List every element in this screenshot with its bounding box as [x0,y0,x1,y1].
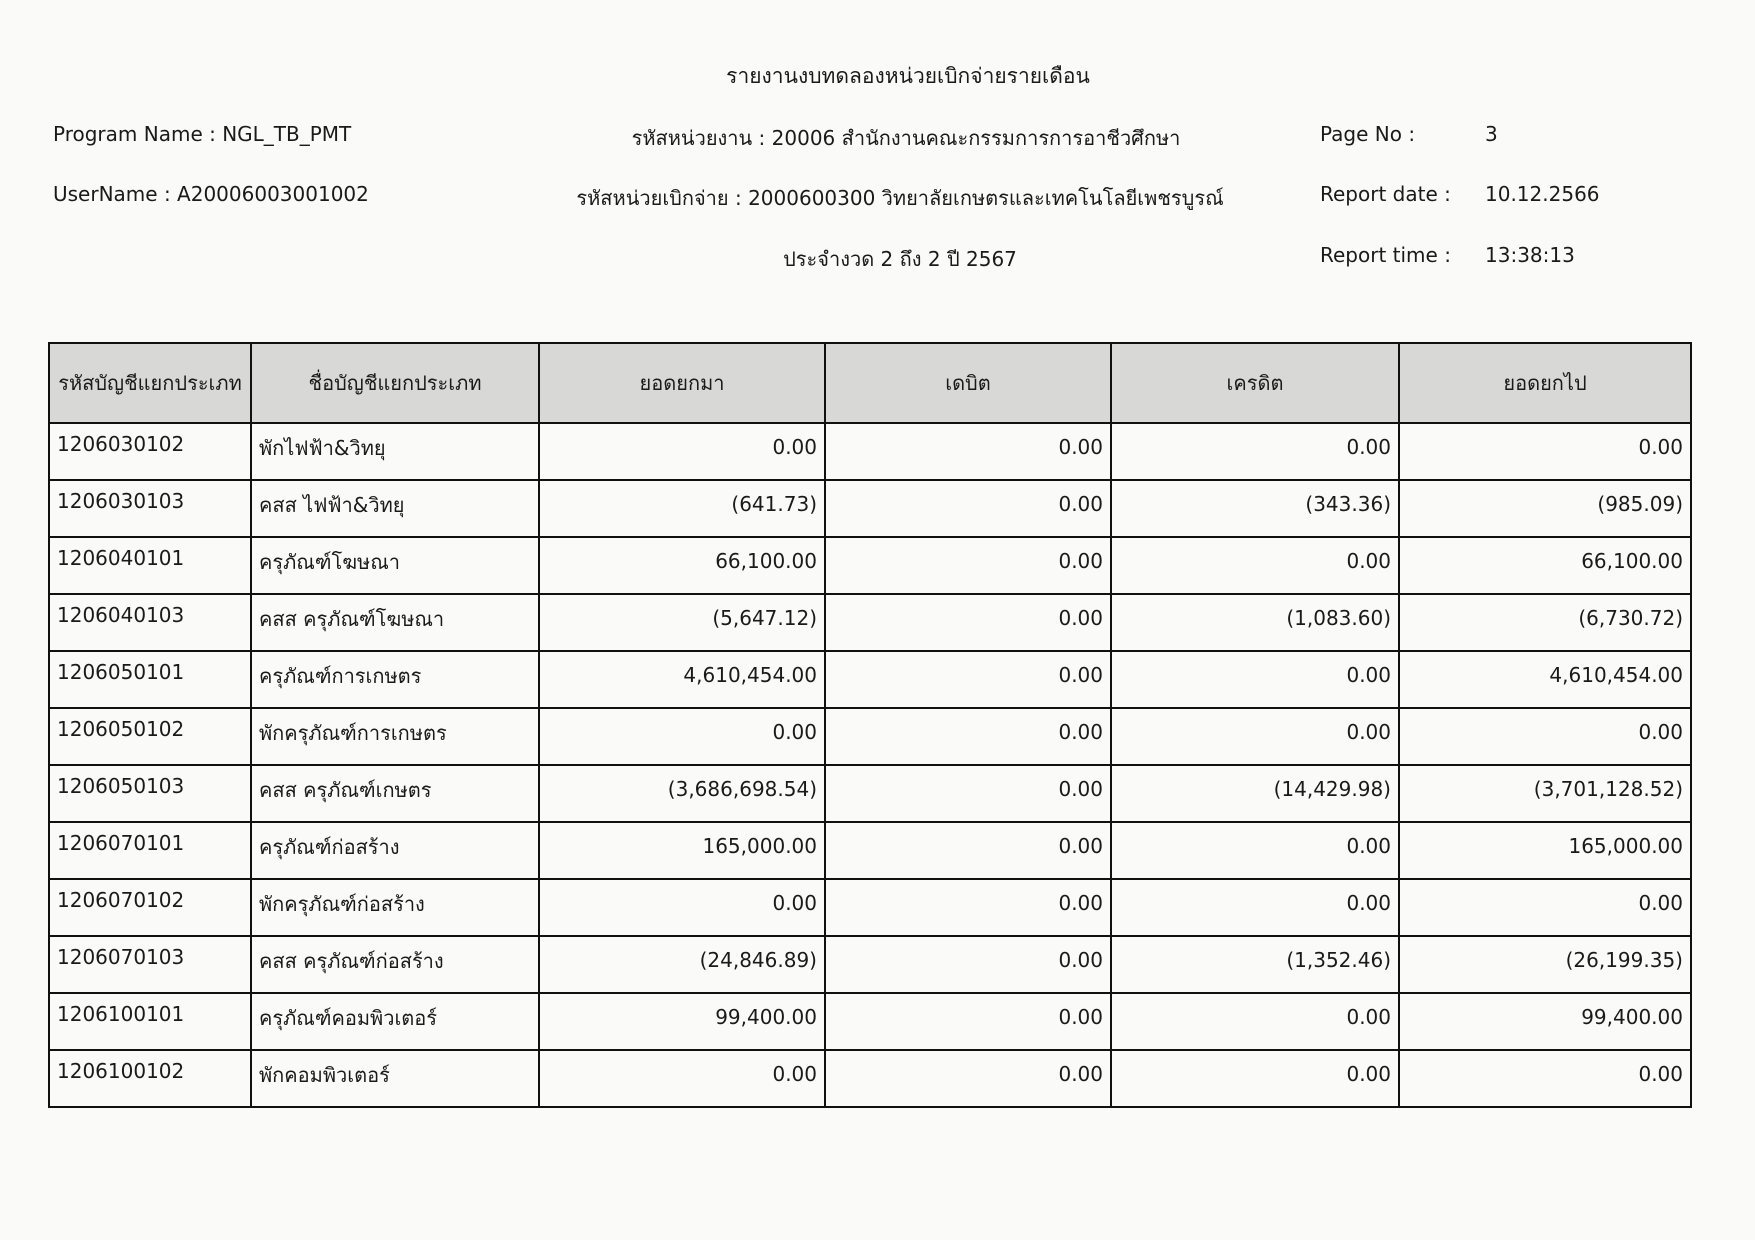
table-row [49,1050,1691,1107]
cell-closing-balance: (985.09) [1399,480,1691,537]
cell-credit: (14,429.98) [1111,765,1399,822]
cell-account-code: 1206050101 [49,651,251,708]
table-row [49,594,1691,651]
period-line: ประจำงวด 2 ถึง 2 ปี 2567 [783,247,1017,271]
report-time-label: Report time : [1320,243,1451,267]
cell-opening-balance: 0.00 [539,1050,825,1107]
table-row [49,993,1691,1050]
cell-closing-balance: 0.00 [1399,708,1691,765]
table-header-row [49,343,1691,423]
header-closing-balance: ยอดยกไป [1399,343,1691,423]
cell-credit: (1,083.60) [1111,594,1399,651]
cell-opening-balance: (3,686,698.54) [539,765,825,822]
cell-opening-balance: 0.00 [539,708,825,765]
cell-debit: 0.00 [825,594,1111,651]
page-no-value: 3 [1485,122,1498,146]
cell-account-code: 1206050103 [49,765,251,822]
header-account-code: รหัสบัญชีแยกประเภท [49,343,251,423]
cell-debit: 0.00 [825,1050,1111,1107]
cell-credit: 0.00 [1111,423,1399,480]
agency-line: รหัสหน่วยงาน : 20006 สำนักงานคณะกรรมการการอาชีวศึกษา [631,126,1181,150]
cell-account-name: คสส ครุภัณฑ์โฆษณา [251,594,539,651]
cell-debit: 0.00 [825,651,1111,708]
cell-account-code: 1206100101 [49,993,251,1050]
cell-debit: 0.00 [825,993,1111,1050]
table-row [49,480,1691,537]
table-row [49,651,1691,708]
cell-opening-balance: 66,100.00 [539,537,825,594]
cell-account-code: 1206070102 [49,879,251,936]
report-time-value: 13:38:13 [1485,243,1575,267]
cell-account-name: คสส ครุภัณฑ์เกษตร [251,765,539,822]
cell-account-code: 1206040103 [49,594,251,651]
cell-credit: (343.36) [1111,480,1399,537]
cell-account-code: 1206030103 [49,480,251,537]
table-row [49,765,1691,822]
cell-opening-balance: 165,000.00 [539,822,825,879]
cell-credit: (1,352.46) [1111,936,1399,993]
table-row [49,879,1691,936]
cell-debit: 0.00 [825,879,1111,936]
header-debit: เดบิต [825,343,1111,423]
cell-account-code: 1206070103 [49,936,251,993]
header-account-name: ชื่อบัญชีแยกประเภท [251,343,539,423]
table-row [49,822,1691,879]
program-name: Program Name : NGL_TB_PMT [53,122,352,146]
table-row [49,708,1691,765]
cell-debit: 0.00 [825,423,1111,480]
cell-closing-balance: 0.00 [1399,423,1691,480]
header-credit: เครดิต [1111,343,1399,423]
cell-closing-balance: 0.00 [1399,879,1691,936]
cell-opening-balance: 4,610,454.00 [539,651,825,708]
cell-credit: 0.00 [1111,651,1399,708]
cell-closing-balance: (3,701,128.52) [1399,765,1691,822]
cell-closing-balance: (26,199.35) [1399,936,1691,993]
cell-closing-balance: 99,400.00 [1399,993,1691,1050]
cell-account-code: 1206070101 [49,822,251,879]
cell-account-name: ครุภัณฑ์คอมพิวเตอร์ [251,993,539,1050]
cell-credit: 0.00 [1111,822,1399,879]
cell-account-code: 1206050102 [49,708,251,765]
cell-credit: 0.00 [1111,993,1399,1050]
cell-account-code: 1206040101 [49,537,251,594]
cell-credit: 0.00 [1111,879,1399,936]
table-row [49,537,1691,594]
cell-account-code: 1206100102 [49,1050,251,1107]
disbursement-unit-line: รหัสหน่วยเบิกจ่าย : 2000600300 วิทยาลัยเกษตรและเทคโนโลยีเพชรบูรณ์ [576,186,1224,210]
cell-debit: 0.00 [825,822,1111,879]
cell-account-code: 1206030102 [49,423,251,480]
cell-closing-balance: 66,100.00 [1399,537,1691,594]
cell-debit: 0.00 [825,480,1111,537]
cell-debit: 0.00 [825,936,1111,993]
cell-debit: 0.00 [825,765,1111,822]
cell-account-name: พักคอมพิวเตอร์ [251,1050,539,1107]
cell-account-name: ครุภัณฑ์ก่อสร้าง [251,822,539,879]
cell-account-name: คสส ครุภัณฑ์ก่อสร้าง [251,936,539,993]
trial-balance-table [48,342,1692,1108]
cell-credit: 0.00 [1111,537,1399,594]
cell-account-name: พักไฟฟ้า&วิทยุ [251,423,539,480]
cell-debit: 0.00 [825,537,1111,594]
username: UserName : A20006003001002 [53,182,369,206]
cell-account-name: ครุภัณฑ์การเกษตร [251,651,539,708]
cell-closing-balance: (6,730.72) [1399,594,1691,651]
cell-account-name: พักครุภัณฑ์การเกษตร [251,708,539,765]
cell-account-name: ครุภัณฑ์โฆษณา [251,537,539,594]
cell-debit: 0.00 [825,708,1111,765]
cell-opening-balance: 0.00 [539,879,825,936]
report-title: รายงานงบทดลองหน่วยเบิกจ่ายรายเดือน [726,64,1090,88]
table-row [49,423,1691,480]
cell-opening-balance: 0.00 [539,423,825,480]
cell-opening-balance: 99,400.00 [539,993,825,1050]
cell-credit: 0.00 [1111,708,1399,765]
cell-opening-balance: (5,647.12) [539,594,825,651]
cell-account-name: พักครุภัณฑ์ก่อสร้าง [251,879,539,936]
cell-credit: 0.00 [1111,1050,1399,1107]
report-date-label: Report date : [1320,182,1451,206]
cell-opening-balance: (24,846.89) [539,936,825,993]
table-row [49,936,1691,993]
header-opening-balance: ยอดยกมา [539,343,825,423]
cell-closing-balance: 0.00 [1399,1050,1691,1107]
page-no-label: Page No : [1320,122,1416,146]
cell-opening-balance: (641.73) [539,480,825,537]
cell-account-name: คสส ไฟฟ้า&วิทยุ [251,480,539,537]
cell-closing-balance: 165,000.00 [1399,822,1691,879]
report-date-value: 10.12.2566 [1485,182,1600,206]
cell-closing-balance: 4,610,454.00 [1399,651,1691,708]
